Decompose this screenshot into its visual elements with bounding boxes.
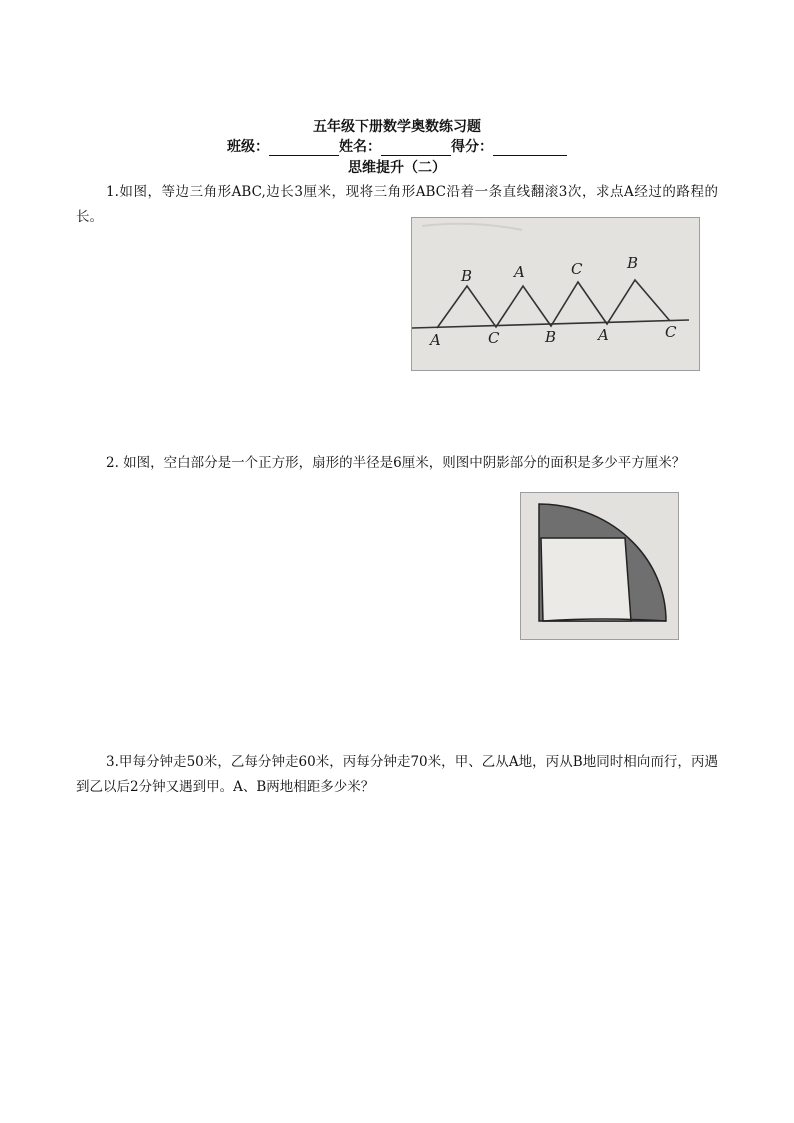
triangle-rolling-svg	[412, 218, 699, 370]
triangle-rolling-figure	[411, 217, 700, 371]
sector-square-figure	[520, 492, 679, 640]
bottom-label-1: A	[430, 331, 441, 349]
top-label-1: B	[461, 267, 473, 285]
bottom-label-5: C	[665, 323, 677, 341]
page-title: 五年级下册数学奥数练习题	[313, 119, 481, 135]
top-label-3: C	[571, 260, 583, 278]
class-label: 班级：	[227, 139, 269, 155]
top-label-4: B	[627, 254, 639, 272]
student-info-line	[0, 136, 794, 156]
bottom-label-2: C	[488, 329, 500, 347]
bottom-label-3: B	[545, 328, 557, 346]
question-1: 1.如图，等边三角形ABC,边长3厘米，现将三角形ABC沿着一条直线翻滚3次，求点A经过的路程的长。	[76, 184, 718, 225]
class-blank[interactable]	[269, 140, 339, 156]
section-subtitle: 思维提升（二）	[348, 160, 446, 176]
top-label-2: A	[514, 263, 525, 281]
sector-square-svg	[521, 493, 678, 639]
score-label: 得分：	[451, 139, 493, 155]
question-3: 3.甲每分钟走50米，乙每分钟走60米，丙每分钟走70米，甲、乙从A地，丙从B地同时相向而行，丙遇到乙以后2分钟又遇到甲。A、B两地相距多少米？	[76, 754, 718, 795]
score-blank[interactable]	[493, 140, 567, 156]
question-2: 2. 如图，空白部分是一个正方形，扇形的半径是6厘米，则图中阴影部分的面积是多少平方厘米？	[106, 455, 686, 471]
name-label: 姓名：	[339, 139, 381, 155]
bottom-label-4: A	[598, 326, 609, 344]
white-square	[541, 538, 631, 621]
name-blank[interactable]	[381, 140, 451, 156]
